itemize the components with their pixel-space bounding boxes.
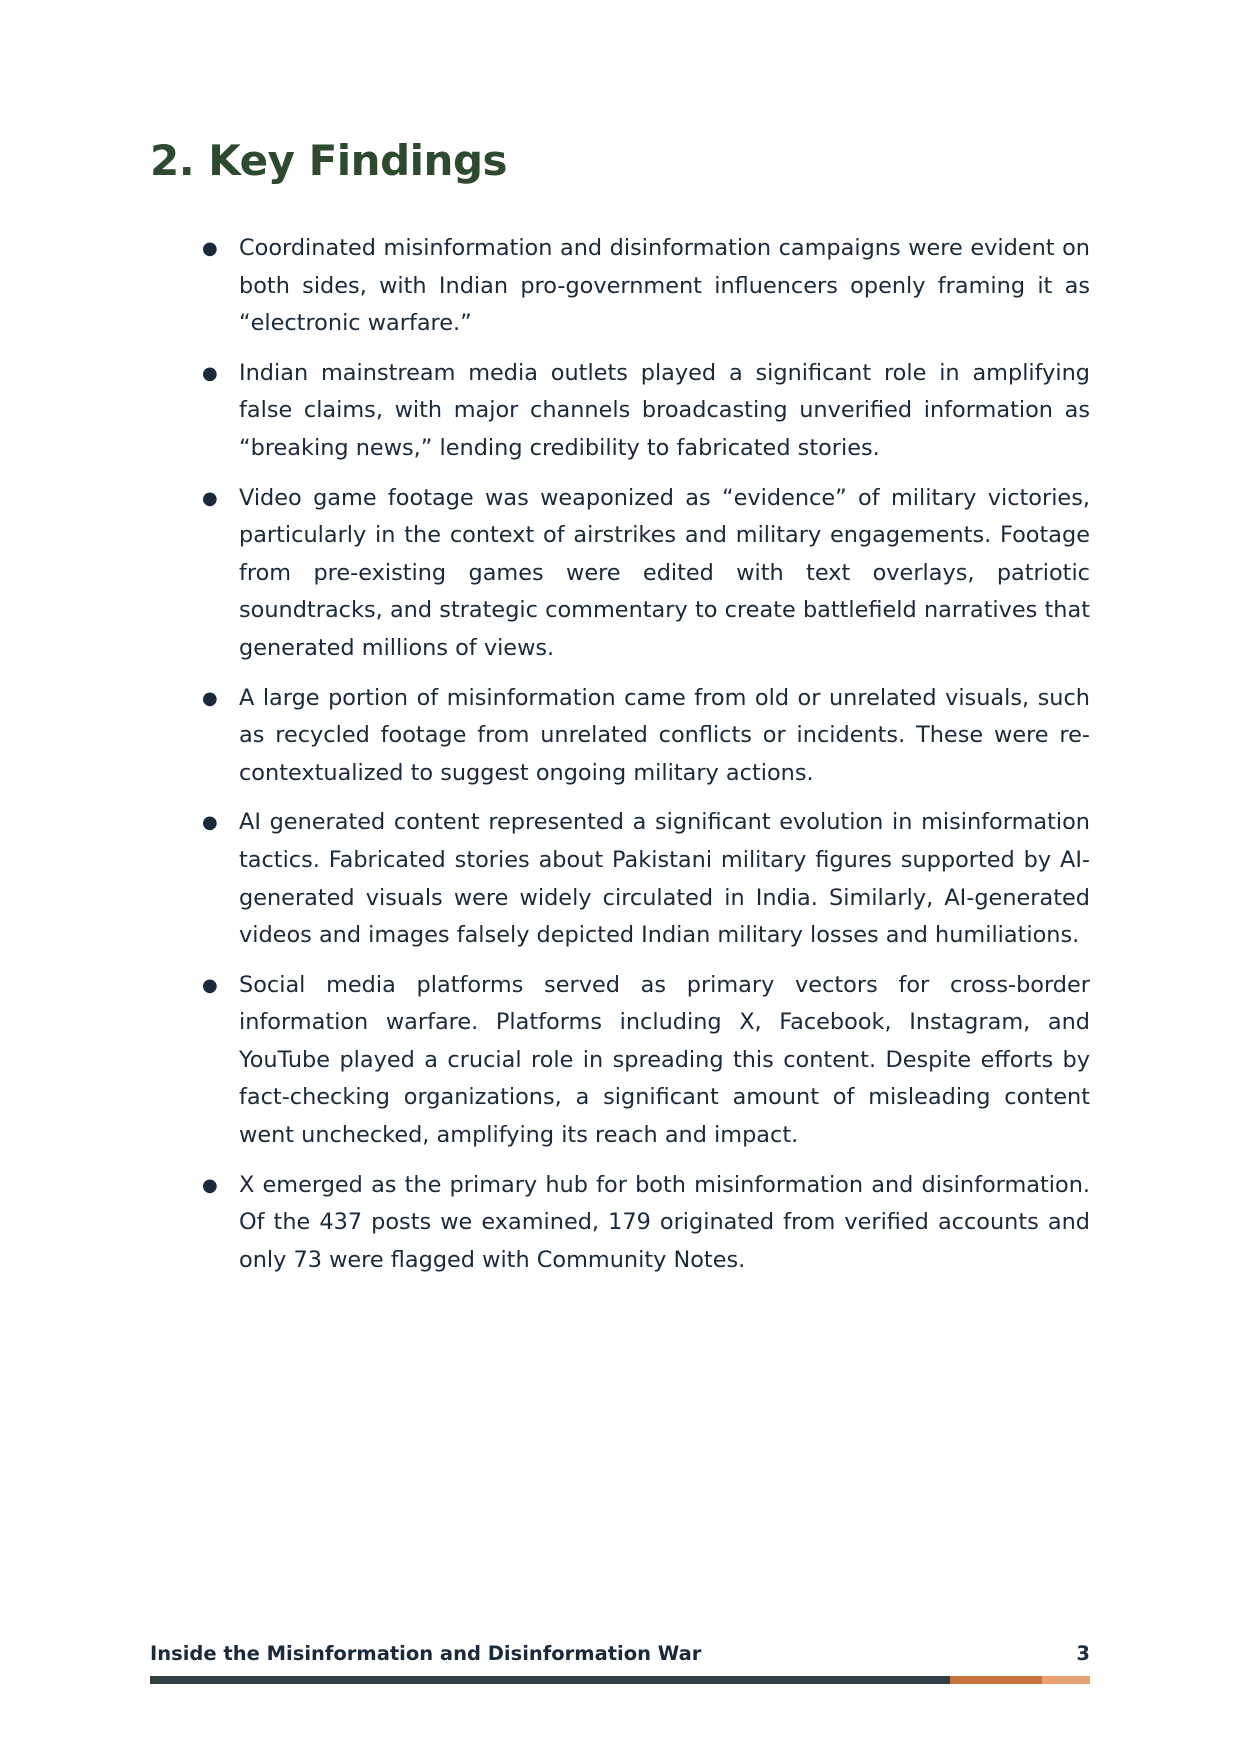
footer-bar-light-orange-segment	[1042, 1676, 1090, 1684]
footer-color-bar	[150, 1676, 1090, 1684]
finding-text: A large portion of misinformation came from old or unrelated visuals, such as recycled footage from unrelated conflicts or incidents. These were re-contextualized to suggest ongoing military actions.	[239, 684, 1090, 786]
finding-item	[150, 967, 1090, 1155]
bullet-icon: ●	[202, 238, 218, 259]
finding-text: Indian mainstream media outlets played a significant role in amplifying false claims, with major channels broadcasting unverified information as “breaking news,” lending credibility to fabricated stories.	[239, 359, 1090, 461]
finding-item	[150, 680, 1090, 793]
finding-item	[150, 355, 1090, 468]
finding-item	[150, 480, 1090, 668]
section-title: 2. Key Findings	[150, 136, 508, 185]
finding-item	[150, 1167, 1090, 1280]
finding-text: Video game footage was weaponized as “evidence” of military victories, particularly in the context of airstrikes and military engagements. Footage from pre-existing games were edited with text overlays, patriotic soundtracks, and strategic commentary to create battlefield narratives that generated millions of views.	[239, 484, 1090, 661]
bullet-icon: ●	[202, 974, 218, 996]
bullet-icon: ●	[202, 812, 218, 834]
finding-text: X emerged as the primary hub for both misinformation and disinformation. Of the 437 posts we examined, 179 originated from verified accounts and only 73 were flagged with Community Notes.	[239, 1171, 1090, 1273]
finding-text: Social media platforms served as primary vectors for cross-border information warfare. Platforms including X, Facebook, Instagram, and YouTube played a crucial role in spreading this content. Despite efforts by fact-checking organizations, a significant amount of misleading content went unchecked, amplifying its reach and impact.	[239, 971, 1090, 1149]
footer-bar-dark-segment	[150, 1676, 950, 1684]
page-number: 3	[1076, 1642, 1090, 1665]
footer-bar-orange-segment	[950, 1676, 1042, 1684]
finding-text: AI generated content represented a significant evolution in misinformation tactics. Fabricated stories about Pakistani military figures supported by AI-generated visuals were widely circulated in India. Similarly, AI-generated videos and images falsely depicted Indian military losses and humiliations.	[239, 809, 1090, 949]
finding-item	[150, 804, 1090, 954]
footer-title: Inside the Misinformation and Disinformation War	[150, 1642, 702, 1665]
finding-text: Coordinated misinformation and disinformation campaigns were evident on both sides, with Indian pro-government influencers openly framing it as “electronic warfare.”	[239, 235, 1090, 337]
bullet-icon: ●	[202, 362, 218, 384]
bullet-icon: ●	[202, 487, 218, 509]
finding-item	[150, 230, 1090, 343]
bullet-icon: ●	[202, 1174, 218, 1196]
bullet-icon: ●	[202, 687, 218, 709]
findings-list	[150, 230, 1090, 1291]
